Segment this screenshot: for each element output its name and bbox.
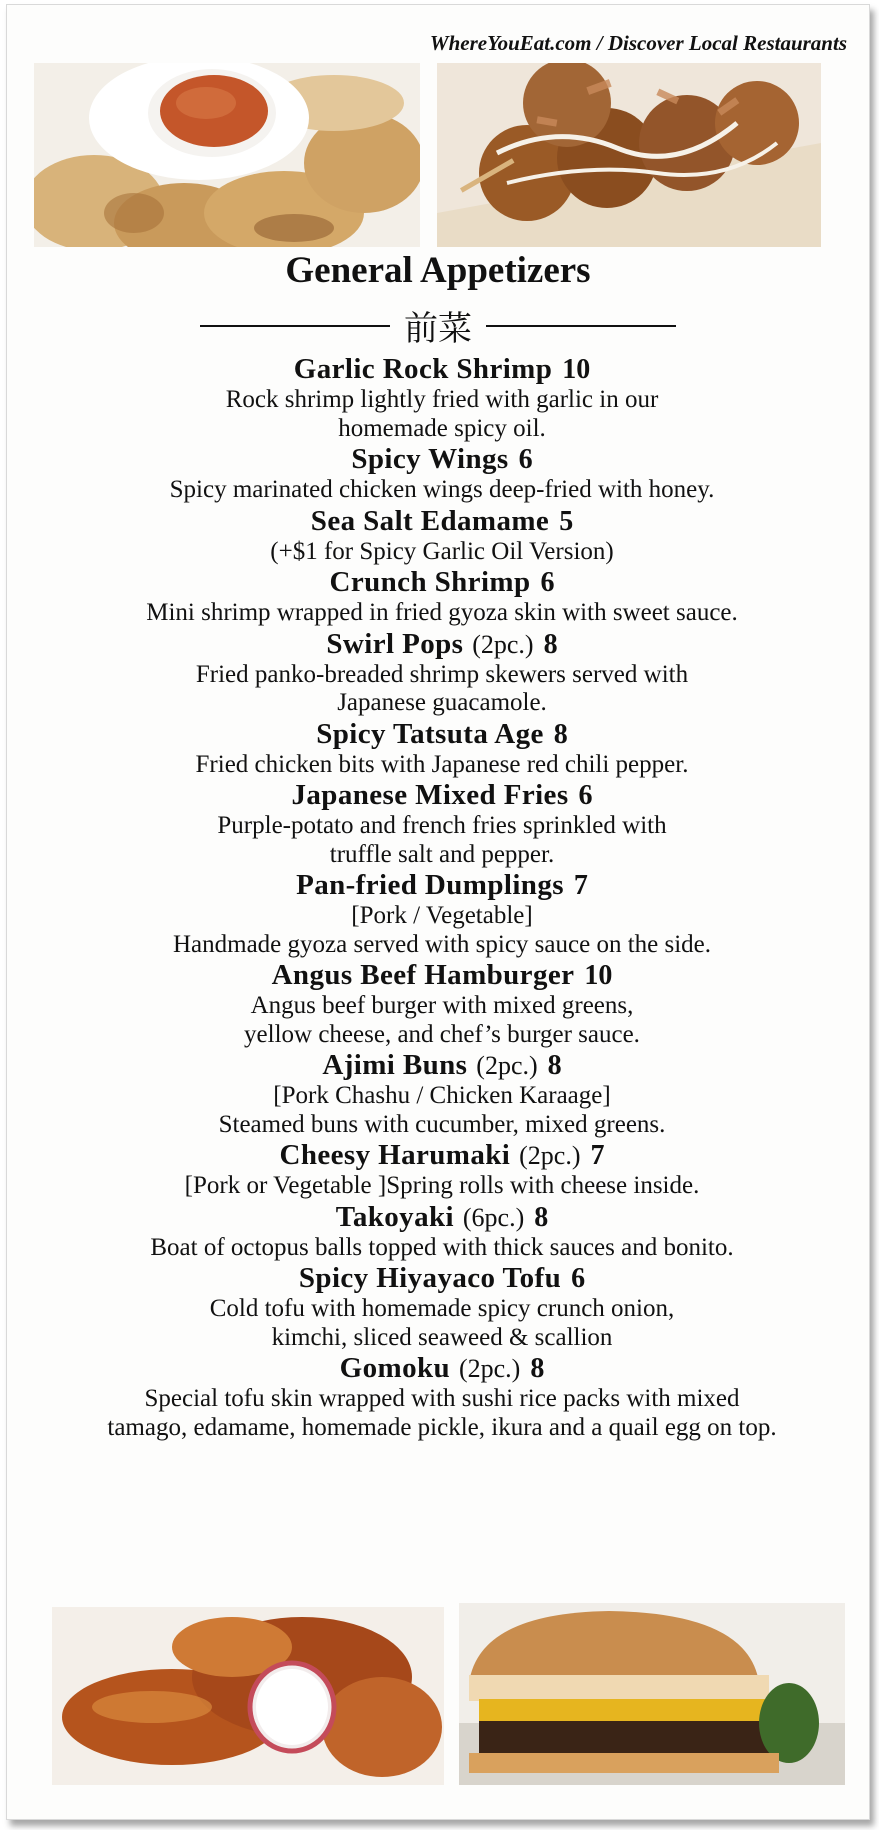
menu-item-name: Angus Beef Hamburger xyxy=(271,959,575,991)
menu-item xyxy=(7,1049,877,1139)
menu-item-heading xyxy=(7,1201,877,1234)
menu-item xyxy=(7,443,877,505)
menu-item-price: 7 xyxy=(573,870,588,901)
menu-item-description: Angus beef burger with mixed greens, yellow cheese, and chef’s burger sauce. xyxy=(244,992,640,1048)
wings-photo xyxy=(52,1607,444,1785)
menu-item xyxy=(7,718,877,780)
menu-item-name: Takoyaki xyxy=(335,1200,454,1233)
menu-item-heading xyxy=(7,505,877,538)
menu-item-quantity: (6pc.) xyxy=(462,1202,525,1232)
menu-item-name: Spicy Tatsuta Age xyxy=(316,717,544,750)
menu-item-heading xyxy=(7,628,877,661)
menu-item-description: [Pork or Vegetable ]Spring rolls with cheese inside. xyxy=(184,1172,700,1199)
menu-item-name: Swirl Pops xyxy=(326,627,464,660)
menu-item-heading xyxy=(7,779,877,812)
menu-item-name: Cheesy Harumaki xyxy=(279,1139,511,1171)
menu-items-list xyxy=(7,353,877,1442)
menu-item-name: Gomoku xyxy=(339,1352,451,1384)
menu-item-heading xyxy=(7,1262,877,1295)
menu-item-price: 7 xyxy=(590,1140,605,1171)
menu-item-heading xyxy=(7,1049,877,1082)
menu-item-heading xyxy=(7,566,877,599)
menu-item xyxy=(7,566,877,628)
takoyaki-photo xyxy=(437,63,821,247)
menu-item-quantity: (2pc.) xyxy=(476,1051,538,1080)
menu-item-description: (+$1 for Spicy Garlic Oil Version) xyxy=(270,537,614,565)
menu-item-description: [Pork Chashu / Chicken Karaage] Steamed buns with cucumber, mixed greens. xyxy=(218,1082,666,1138)
menu-item xyxy=(7,505,877,567)
menu-item-name: Pan-fried Dumplings xyxy=(296,869,564,901)
menu-item xyxy=(7,1201,877,1263)
menu-item-description: [Pork / Vegetable] Handmade gyoza served with spicy sauce on the side. xyxy=(172,902,712,958)
menu-item-description: Purple-potato and french fries sprinkled with truffle salt and pepper. xyxy=(217,812,667,868)
japanese-subtitle: 前菜 xyxy=(404,309,472,349)
menu-item-heading xyxy=(7,443,877,476)
menu-item-price: 10 xyxy=(584,960,613,991)
dumplings-photo xyxy=(34,63,420,247)
menu-item-price: 10 xyxy=(562,354,591,385)
menu-item-price: 8 xyxy=(543,628,558,660)
menu-item-name: Japanese Mixed Fries xyxy=(291,779,569,811)
menu-item-quantity: (2pc.) xyxy=(458,1354,521,1383)
menu-item-name: Spicy Wings xyxy=(351,443,509,475)
menu-item xyxy=(7,869,877,959)
section-title: General Appetizers xyxy=(285,250,591,291)
menu-item-description: Fried chicken bits with Japanese red chili pepper. xyxy=(195,750,689,778)
menu-item-heading xyxy=(7,353,877,386)
menu-item-heading xyxy=(7,1139,877,1172)
menu-page xyxy=(6,4,870,1820)
divider-line-right xyxy=(486,325,676,327)
hamburger-photo xyxy=(459,1603,845,1785)
menu-item xyxy=(7,1139,877,1201)
menu-item-description: Fried panko-breaded shrimp skewers served with Japanese guacamole. xyxy=(195,660,689,716)
menu-item-price: 8 xyxy=(547,1050,562,1081)
menu-item xyxy=(7,1352,877,1442)
menu-item-heading xyxy=(7,959,877,992)
menu-item-price: 6 xyxy=(571,1263,586,1294)
menu-item-name: Spicy Hiyayaco Tofu xyxy=(298,1262,562,1294)
menu-item-description: Boat of octopus balls topped with thick sauces and bonito. xyxy=(150,1233,734,1261)
menu-item-price: 6 xyxy=(540,567,555,598)
section-subtitle xyxy=(7,301,869,350)
menu-item-quantity: (2pc.) xyxy=(519,1141,581,1170)
menu-item-description: Cold tofu with homemade spicy crunch onion, kimchi, sliced seaweed & scallion xyxy=(209,1295,675,1351)
menu-item-price: 8 xyxy=(553,718,568,750)
menu-item xyxy=(7,628,877,718)
menu-item-description: Mini shrimp wrapped in fried gyoza skin with sweet sauce. xyxy=(146,599,738,626)
menu-item-heading xyxy=(7,718,877,751)
menu-item-heading xyxy=(7,869,877,902)
menu-item-name: Ajimi Buns xyxy=(322,1049,468,1081)
menu-item-name: Sea Salt Edamame xyxy=(310,504,550,537)
menu-item-description: Spicy marinated chicken wings deep-fried with honey. xyxy=(169,476,715,503)
menu-item xyxy=(7,779,877,869)
site-watermark: WhereYouEat.com / Discover Local Restaurants xyxy=(429,31,847,55)
menu-item-price: 8 xyxy=(530,1353,545,1384)
menu-item xyxy=(7,1262,877,1352)
menu-item-quantity: (2pc.) xyxy=(472,629,534,659)
menu-item-name: Garlic Rock Shrimp xyxy=(293,353,553,385)
divider-line-left xyxy=(200,325,390,327)
menu-item-name: Crunch Shrimp xyxy=(329,566,531,598)
menu-item xyxy=(7,353,877,443)
menu-item-price: 6 xyxy=(578,780,593,811)
menu-item-description: Rock shrimp lightly fried with garlic in our homemade spicy oil. xyxy=(225,386,659,442)
menu-item-price: 5 xyxy=(559,505,574,537)
menu-item xyxy=(7,959,877,1049)
menu-item-price: 8 xyxy=(534,1201,549,1233)
menu-item-description: Special tofu skin wrapped with sushi rice packs with mixed tamago, edamame, homemade pickle, ikura and a quail egg on top. xyxy=(107,1385,777,1441)
menu-item-heading xyxy=(7,1352,877,1385)
menu-item-price: 6 xyxy=(518,444,533,475)
